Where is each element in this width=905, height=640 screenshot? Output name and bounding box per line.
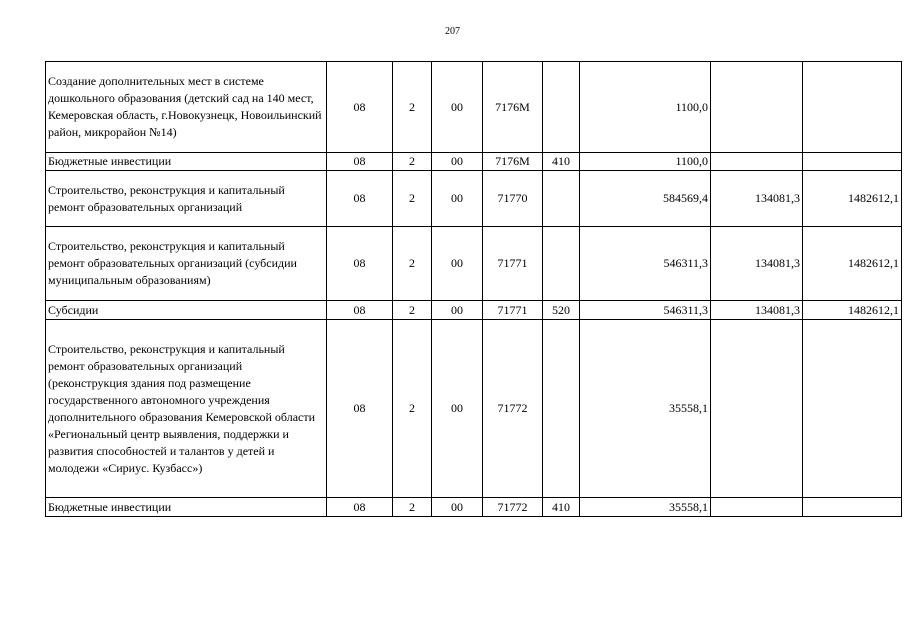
amount-2 [711, 320, 803, 498]
subprogram-code: 00 [432, 153, 483, 171]
amount-3: 1482612,1 [803, 227, 902, 301]
direction-code: 71772 [483, 498, 543, 517]
row-name: Строительство, реконструкция и капитальный ремонт образовательных организаций (реконструкция здания под размещение государственного автономного учреждения дополнительного образования Кемеровской области «Региональный центр выявления, поддержки и развития способностей и талантов у детей и молодежи «Сириус. Кузбасс») [46, 320, 327, 498]
amount-1: 546311,3 [580, 301, 711, 320]
table-row [46, 320, 902, 498]
table-row [46, 301, 902, 320]
amount-2: 134081,3 [711, 301, 803, 320]
amount-3 [803, 320, 902, 498]
program-code: 2 [393, 498, 432, 517]
row-name: Бюджетные инвестиции [46, 498, 327, 517]
direction-code: 7176М [483, 153, 543, 171]
table-row [46, 62, 902, 153]
amount-2: 134081,3 [711, 227, 803, 301]
expense-type-code: 410 [543, 498, 580, 517]
budget-table [45, 61, 902, 517]
amount-2 [711, 62, 803, 153]
direction-code: 7176М [483, 62, 543, 153]
table-row [46, 227, 902, 301]
row-name: Субсидии [46, 301, 327, 320]
direction-code: 71771 [483, 227, 543, 301]
direction-code: 71771 [483, 301, 543, 320]
amount-1: 1100,0 [580, 62, 711, 153]
subprogram-code: 00 [432, 171, 483, 227]
section-code: 08 [327, 227, 393, 301]
expense-type-code [543, 62, 580, 153]
program-code: 2 [393, 62, 432, 153]
subprogram-code: 00 [432, 320, 483, 498]
section-code: 08 [327, 171, 393, 227]
amount-1: 546311,3 [580, 227, 711, 301]
expense-type-code: 410 [543, 153, 580, 171]
subprogram-code: 00 [432, 62, 483, 153]
amount-1: 35558,1 [580, 320, 711, 498]
section-code: 08 [327, 320, 393, 498]
direction-code: 71770 [483, 171, 543, 227]
program-code: 2 [393, 153, 432, 171]
section-code: 08 [327, 301, 393, 320]
program-code: 2 [393, 320, 432, 498]
amount-1: 584569,4 [580, 171, 711, 227]
program-code: 2 [393, 171, 432, 227]
row-name: Строительство, реконструкция и капитальный ремонт образовательных организаций [46, 171, 327, 227]
subprogram-code: 00 [432, 301, 483, 320]
amount-1: 1100,0 [580, 153, 711, 171]
row-name: Бюджетные инвестиции [46, 153, 327, 171]
table-row [46, 171, 902, 227]
program-code: 2 [393, 227, 432, 301]
expense-type-code [543, 320, 580, 498]
subprogram-code: 00 [432, 227, 483, 301]
direction-code: 71772 [483, 320, 543, 498]
amount-2: 134081,3 [711, 171, 803, 227]
section-code: 08 [327, 153, 393, 171]
section-code: 08 [327, 498, 393, 517]
row-name: Создание дополнительных мест в системе дошкольного образования (детский сад на 140 мест, Кемеровская область, г.Новокузнецк, Новоильинский район, микрорайон №14) [46, 62, 327, 153]
table-row [46, 498, 902, 517]
amount-2 [711, 498, 803, 517]
amount-1: 35558,1 [580, 498, 711, 517]
expense-type-code [543, 227, 580, 301]
amount-3 [803, 62, 902, 153]
page-number: 207 [445, 26, 460, 37]
amount-3: 1482612,1 [803, 171, 902, 227]
amount-2 [711, 153, 803, 171]
amount-3: 1482612,1 [803, 301, 902, 320]
expense-type-code [543, 171, 580, 227]
amount-3 [803, 498, 902, 517]
row-name: Строительство, реконструкция и капитальный ремонт образовательных организаций (субсидии муниципальным образованиям) [46, 227, 327, 301]
expense-type-code: 520 [543, 301, 580, 320]
program-code: 2 [393, 301, 432, 320]
amount-3 [803, 153, 902, 171]
table-row [46, 153, 902, 171]
section-code: 08 [327, 62, 393, 153]
subprogram-code: 00 [432, 498, 483, 517]
